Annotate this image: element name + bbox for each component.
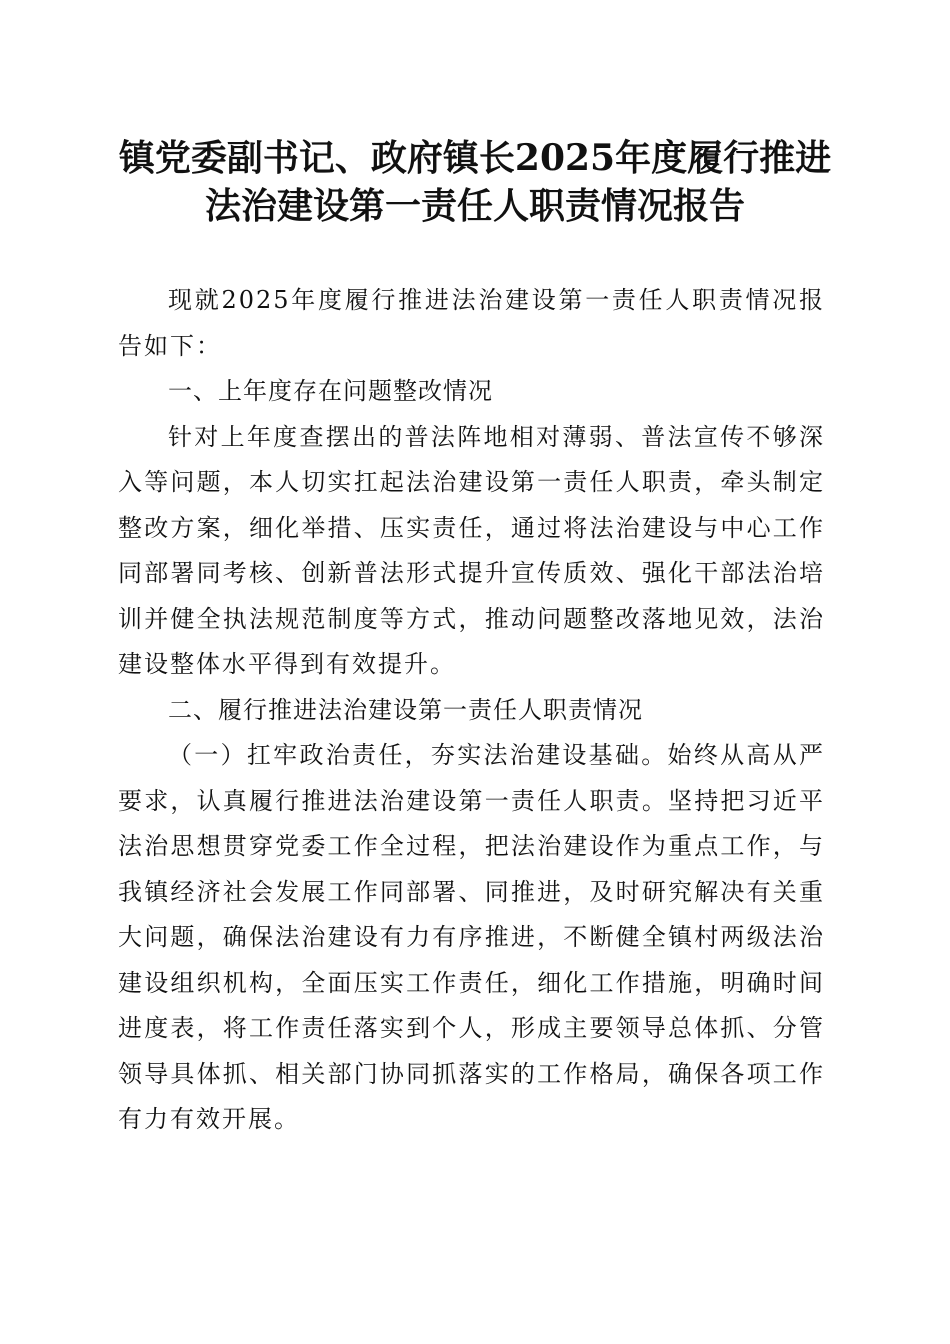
section-2-sub-1-paragraph — [118, 733, 825, 1143]
section-2-heading: 二、履行推进法治建设第一责任人职责情况 — [168, 695, 643, 724]
section-1-paragraph: 针对上年度查摆出的普法阵地相对薄弱、普法宣传不够深入等问题，本人切实扛起法治建设第一责任人职责，牵头制定整改方案，细化举措、压实责任，通过将法治建设与中心工作同部署同考核、创新普法形式提升宣传质效、强化干部法治培训并健全执法规范制度等方式，推动问题整改落地见效，法治建设整体水平得到有效提升。 — [118, 422, 825, 678]
section-2-sub-1-lead: （一）扛牢政治责任，夯实法治建设基础。 — [168, 741, 668, 769]
section-1-heading: 一、上年度存在问题整改情况 — [168, 377, 493, 405]
section-2-sub-1-text: 始终从高从严要求，认真履行推进法治建设第一责任人职责。坚持把习近平法治思想贯穿党委工作全过程，把法治建设作为重点工作，与我镇经济社会发展工作同部署、同推进，及时研究解决有关重大问题，确保法治建设有力有序推进，不断健全镇村两级法治建设组织机构，全面压实工作责任，细化工作措施，明确时间进度表，将工作责任落实到个人，形成主要领导总体抓、分管领导具体抓、相关部门协同抓落实的工作格局，确保各项工作有力有效开展。 — [118, 741, 826, 1133]
document-title-line-1: 镇党委副书记、政府镇长2025年度履行推进 — [118, 137, 832, 179]
intro-paragraph: 现就2025年度履行推进法治建设第一责任人职责情况报告如下： — [118, 286, 825, 360]
document-title-line-2: 法治建设第一责任人职责情况报告 — [204, 185, 745, 227]
document-body — [118, 278, 825, 1143]
